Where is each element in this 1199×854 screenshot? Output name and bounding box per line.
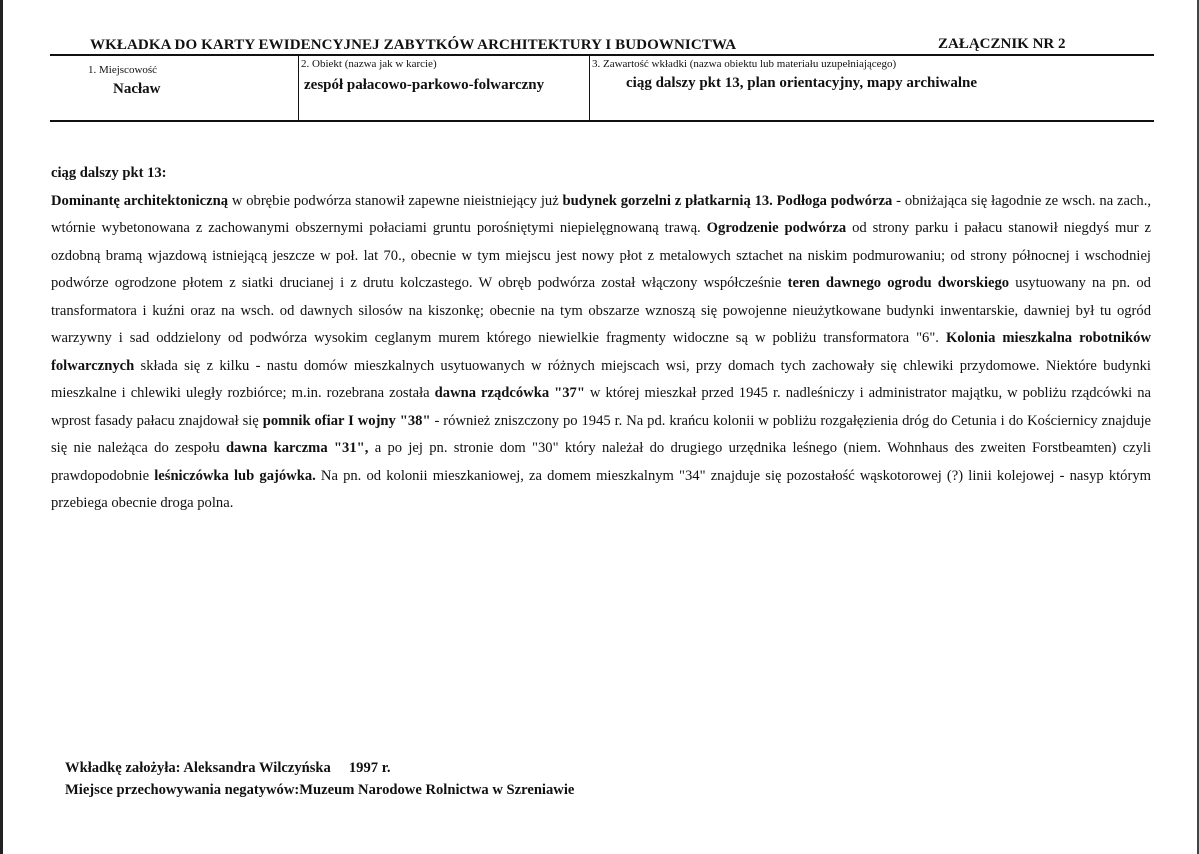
field-contents-value: ciąg dalszy pkt 13, plan orientacyjny, mapy archiwalne [626, 75, 977, 91]
body-segment: pomnik ofiar I wojny "38" [262, 412, 431, 429]
body-segment: - obniżająca się łagodnie ze wsch. na zach., wtórnie wybetonowana z zachowanymi obszernymi połaciami gruntu porośniętymi niepielęgnowaną trawą. [51, 192, 1152, 236]
body-segment: od strony parku i pałacu stanowił niegdyś mur z ozdobną bramą wjazdową istniejącą jeszcze w poł. lat 70., obecnie w tym miejscu jest nowy płot z metalowych sztachet na niskim podmurowaniu; od strony północnej i wschodniej podwórze ogrodzone płotem z siatki drucianej i z drutu kolczastego. W obręb podwórza został włączony współcześnie [51, 220, 1151, 291]
field-contents-label: 3. Zawartość wkładki (nazwa obiektu lub materiału uzupełniającego) [592, 58, 897, 70]
field-object-value: zespół pałacowo-parkowo-folwarczny [304, 77, 545, 93]
field-locality-value: Nacław [113, 81, 161, 97]
body-segment: - również zniszczony po 1945 r. Na pd. krańcu kolonii w pobliżu rozgałęzienia dróg do Cetunia i do Kościernicy znajduje się nie należąca do zespołu [51, 412, 1151, 456]
body-segment: a po jej pn. stronie dom "30" który należał do drugiego urzędnika leśnego (niem. Wohnhaus des zweiten Forstbeamten) czyli prawdopodobnie [51, 440, 1152, 484]
body-segment: Dominantę architektoniczną [51, 192, 229, 209]
body-paragraph [51, 188, 1151, 518]
body-segment: Kolonia mieszkalna robotników folwarcznych [51, 330, 1151, 374]
document-footer [65, 757, 574, 801]
body-segment: Ogrodzenie podwórza [706, 220, 847, 236]
author-label: Wkładkę założyła: [65, 760, 181, 776]
author-line [65, 757, 574, 779]
body-text [51, 160, 1151, 518]
field-divider [589, 55, 590, 121]
body-segment: dawna karczma "31", [225, 440, 369, 456]
body-segment: w której mieszkał przed 1945 r. nadleśniczy i administrator majątku, w pobliżu rządcówki na wprost fasady pałacu znajdował się [51, 385, 1151, 429]
body-segment: budynek gorzelni z płatkarnią 13. Podłoga podwórza [562, 192, 893, 209]
field-divider [298, 55, 299, 121]
field-locality-label: 1. Miejscowość [88, 64, 158, 76]
body-segment: teren dawnego ogrodu dworskiego [787, 275, 1010, 291]
header-rule-top [50, 54, 1154, 56]
body-segment: leśniczówka lub gajówka. [154, 467, 316, 484]
body-segment: dawna rządcówka "37" [434, 385, 585, 401]
author-year: 1997 r. [348, 760, 391, 776]
body-segment: w obrębie podwórza stanowił zapewne nieistniejący już [228, 192, 563, 209]
document-title: WKŁADKA DO KARTY EWIDENCYJNEJ ZABYTKÓW ARCHITEKTURY I BUDOWNICTWA [90, 37, 737, 53]
scan-edge-left [0, 0, 3, 854]
field-object-label: 2. Obiekt (nazwa jak w karcie) [301, 58, 437, 70]
author-name: Aleksandra Wilczyńska [183, 760, 331, 776]
body-segment: składa się z kilku - nastu domów mieszkalnych usytuowanych w różnych miejscach wsi, przy domach tych zachowały się chlewiki przydomowe. Niektóre budynki mieszkalne i chlewiki uległy rozbiórce; m.in. rozebrana została [51, 357, 1151, 401]
body-segment: Na pn. od kolonii mieszkaniowej, za domem mieszkalnym "34" znajduje się pozostałość wąskotorowej (?) linii kolejowej - nasyp którym przebiega obecnie droga polna. [51, 467, 1151, 511]
storage-line [65, 779, 574, 801]
storage-label: Miejsce przechowywania negatywów: [65, 782, 300, 798]
body-segment: usytuowany na pn. od transformatora i kuźni oraz na wsch. od dawnych silosów na kiszonkę; obecnie na tym obszarze wznoszą się powojenne nieużytkowane budynki inwentarskie, dawniej był tu ogród warzywny i sad oddzielony od podwórza wysokim ceglanym murem którego niewielkie fragmenty widoczne są w pobliżu transformatora "6". [51, 275, 1151, 346]
annex-number: ZAŁĄCZNIK NR 2 [938, 36, 1066, 52]
header-rule-bottom [50, 120, 1154, 122]
storage-value: Muzeum Narodowe Rolnictwa w Szreniawie [299, 782, 575, 798]
body-heading: ciąg dalszy pkt 13: [51, 165, 167, 181]
